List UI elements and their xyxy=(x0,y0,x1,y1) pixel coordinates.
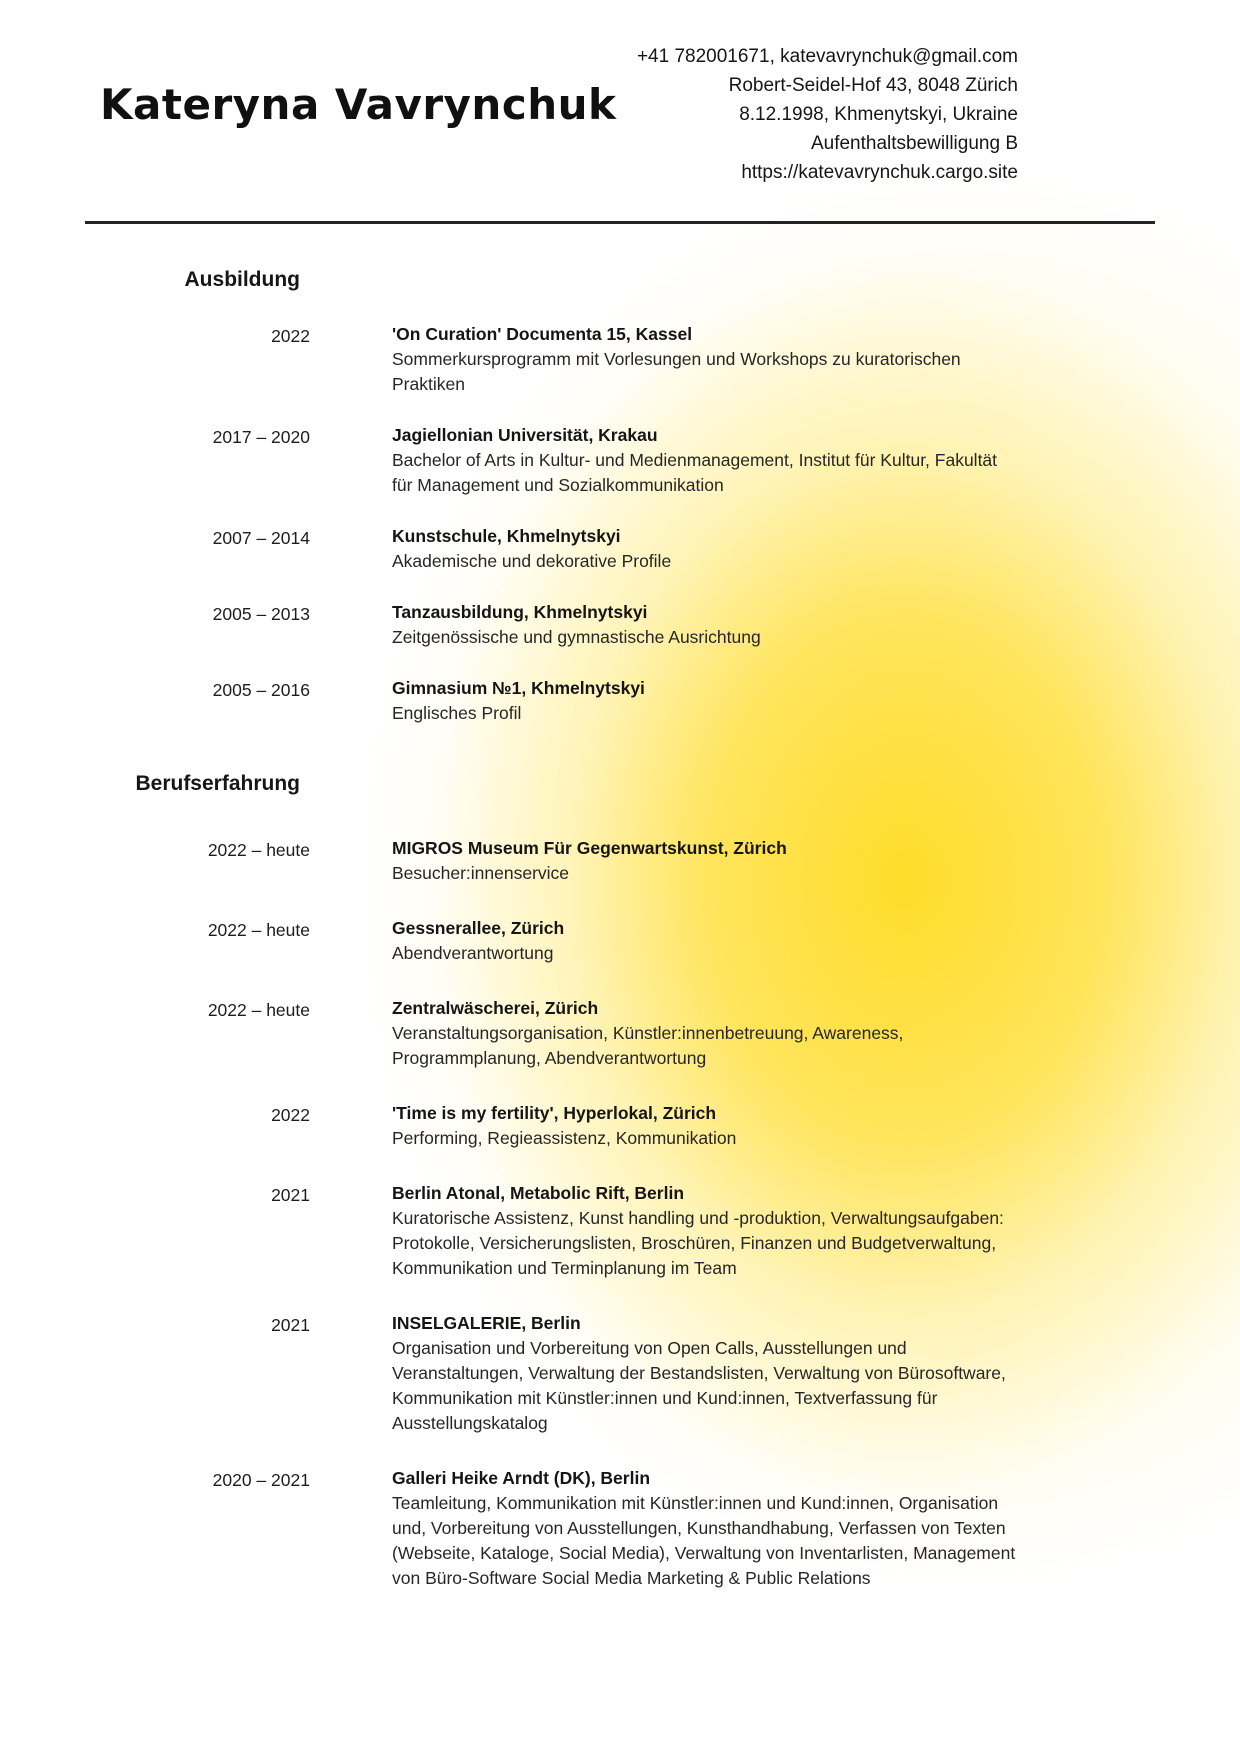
entry-title: INSELGALERIE, Berlin xyxy=(392,1313,581,1333)
entry-body xyxy=(392,1311,1022,1436)
entry-period: 2022 – heute xyxy=(207,1000,310,1020)
entry-body xyxy=(392,1466,1022,1591)
education-entry xyxy=(80,322,1155,397)
education-entry xyxy=(80,600,1155,650)
entry-description: Besucher:innenservice xyxy=(392,863,570,883)
entry-description: Performing, Regieassistenz, Kommunikation xyxy=(392,1128,737,1148)
header xyxy=(0,0,1240,187)
experience-entry xyxy=(80,996,1155,1071)
experience-entry xyxy=(80,1311,1155,1436)
education-entry xyxy=(80,524,1155,574)
entry-title: Berlin Atonal, Metabolic Rift, Berlin xyxy=(392,1183,685,1203)
contact-line-phone-email: +41 782001671, katevavrynchuk@gmail.com xyxy=(636,46,1018,67)
entry-description: Zeitgenössische und gymnastische Ausrichtung xyxy=(392,627,761,647)
entry-title: Gimnasium №1, Khmelnytskyi xyxy=(392,678,645,698)
entry-body xyxy=(392,524,1022,574)
entry-body xyxy=(392,996,1022,1071)
entry-description: Bachelor of Arts in Kultur- und Medienmanagement, Institut für Kultur, Fakultät für Management und Sozialkommunikation xyxy=(392,450,998,495)
entry-title: Gessnerallee, Zürich xyxy=(392,918,565,938)
entry-title: 'Time is my fertility', Hyperlokal, Zürich xyxy=(392,1103,717,1123)
entry-title: Tanzausbildung, Khmelnytskyi xyxy=(392,602,648,622)
entry-description: Veranstaltungsorganisation, Künstler:innenbetreuung, Awareness, Programmplanung, Abendverantwortung xyxy=(392,1023,904,1068)
entry-period: 2022 xyxy=(271,326,310,346)
entry-title: Jagiellonian Universität, Krakau xyxy=(392,425,658,445)
entry-body xyxy=(392,1181,1022,1281)
entry-body xyxy=(392,423,1022,498)
header-divider xyxy=(85,221,1155,224)
contact-block xyxy=(637,42,1018,187)
entry-title: MIGROS Museum Für Gegenwartskunst, Zürich xyxy=(392,838,787,858)
entry-body xyxy=(392,600,1022,650)
entry-body xyxy=(392,1101,1022,1151)
entry-title: Kunstschule, Khmelnytskyi xyxy=(392,526,621,546)
education-heading: Ausbildung xyxy=(184,268,300,291)
entry-description: Akademische und dekorative Profile xyxy=(392,551,672,571)
entry-body xyxy=(392,322,1022,397)
experience-heading: Berufserfahrung xyxy=(135,772,300,795)
entry-period: 2020 – 2021 xyxy=(212,1470,310,1490)
experience-entry xyxy=(80,1466,1155,1591)
entry-title: Zentralwäscherei, Zürich xyxy=(392,998,599,1018)
contact-line-website: https://katevavrynchuk.cargo.site xyxy=(741,162,1018,183)
contact-line-permit: Aufenthaltsbewilligung B xyxy=(810,133,1018,154)
entry-body xyxy=(392,836,1022,886)
entry-period: 2022 – heute xyxy=(207,920,310,940)
education-section xyxy=(0,268,1240,726)
page-title: Kateryna Vavrynchuk xyxy=(100,80,617,129)
entry-period: 2022 – heute xyxy=(207,840,310,860)
entry-description: Englisches Profil xyxy=(392,703,522,723)
entry-period: 2005 – 2013 xyxy=(212,604,310,624)
contact-line-address: Robert-Seidel-Hof 43, 8048 Zürich xyxy=(728,75,1018,96)
entry-period: 2021 xyxy=(271,1315,310,1335)
entry-description: Organisation und Vorbereitung von Open Calls, Ausstellungen und Veranstaltungen, Verwaltung der Bestandslisten, Verwaltung von Bürosoftware, Kommunikation mit Künstler:innen und Kund:innen, Textverfassung für Ausstellungskatalog xyxy=(392,1338,1006,1433)
entry-body xyxy=(392,916,1022,966)
entry-body xyxy=(392,676,1022,726)
experience-entry xyxy=(80,1101,1155,1151)
entry-description: Teamleitung, Kommunikation mit Künstler:innen und Kund:innen, Organisation und, Vorbereitung von Ausstellungen, Kunsthandhabung, Verfassen von Texten (Webseite, Kataloge, Social Media), Verwaltung von Inventarlisten, Management von Büro-Software Social Media Marketing & Public Relations xyxy=(392,1493,1016,1588)
entry-description: Abendverantwortung xyxy=(392,943,554,963)
entry-period: 2022 xyxy=(271,1105,310,1125)
experience-entry xyxy=(80,916,1155,966)
entry-period: 2017 – 2020 xyxy=(212,427,310,447)
contact-line-birth: 8.12.1998, Khmenytskyi, Ukraine xyxy=(739,104,1018,125)
entry-description: Kuratorische Assistenz, Kunst handling und -produktion, Verwaltungsaufgaben: Protokolle, Versicherungslisten, Broschüren, Finanzen und Budgetverwaltung, Kommunikation und Terminplanung im Team xyxy=(392,1208,1004,1278)
entry-period: 2005 – 2016 xyxy=(212,680,310,700)
education-entry xyxy=(80,676,1155,726)
experience-section xyxy=(0,772,1240,1591)
experience-entry xyxy=(80,1181,1155,1281)
entry-title: 'On Curation' Documenta 15, Kassel xyxy=(392,324,693,344)
entry-period: 2007 – 2014 xyxy=(212,528,310,548)
entry-period: 2021 xyxy=(271,1185,310,1205)
education-entry xyxy=(80,423,1155,498)
entry-title: Galleri Heike Arndt (DK), Berlin xyxy=(392,1468,651,1488)
entry-description: Sommerkursprogramm mit Vorlesungen und Workshops zu kuratorischen Praktiken xyxy=(392,349,961,394)
experience-entry xyxy=(80,836,1155,886)
